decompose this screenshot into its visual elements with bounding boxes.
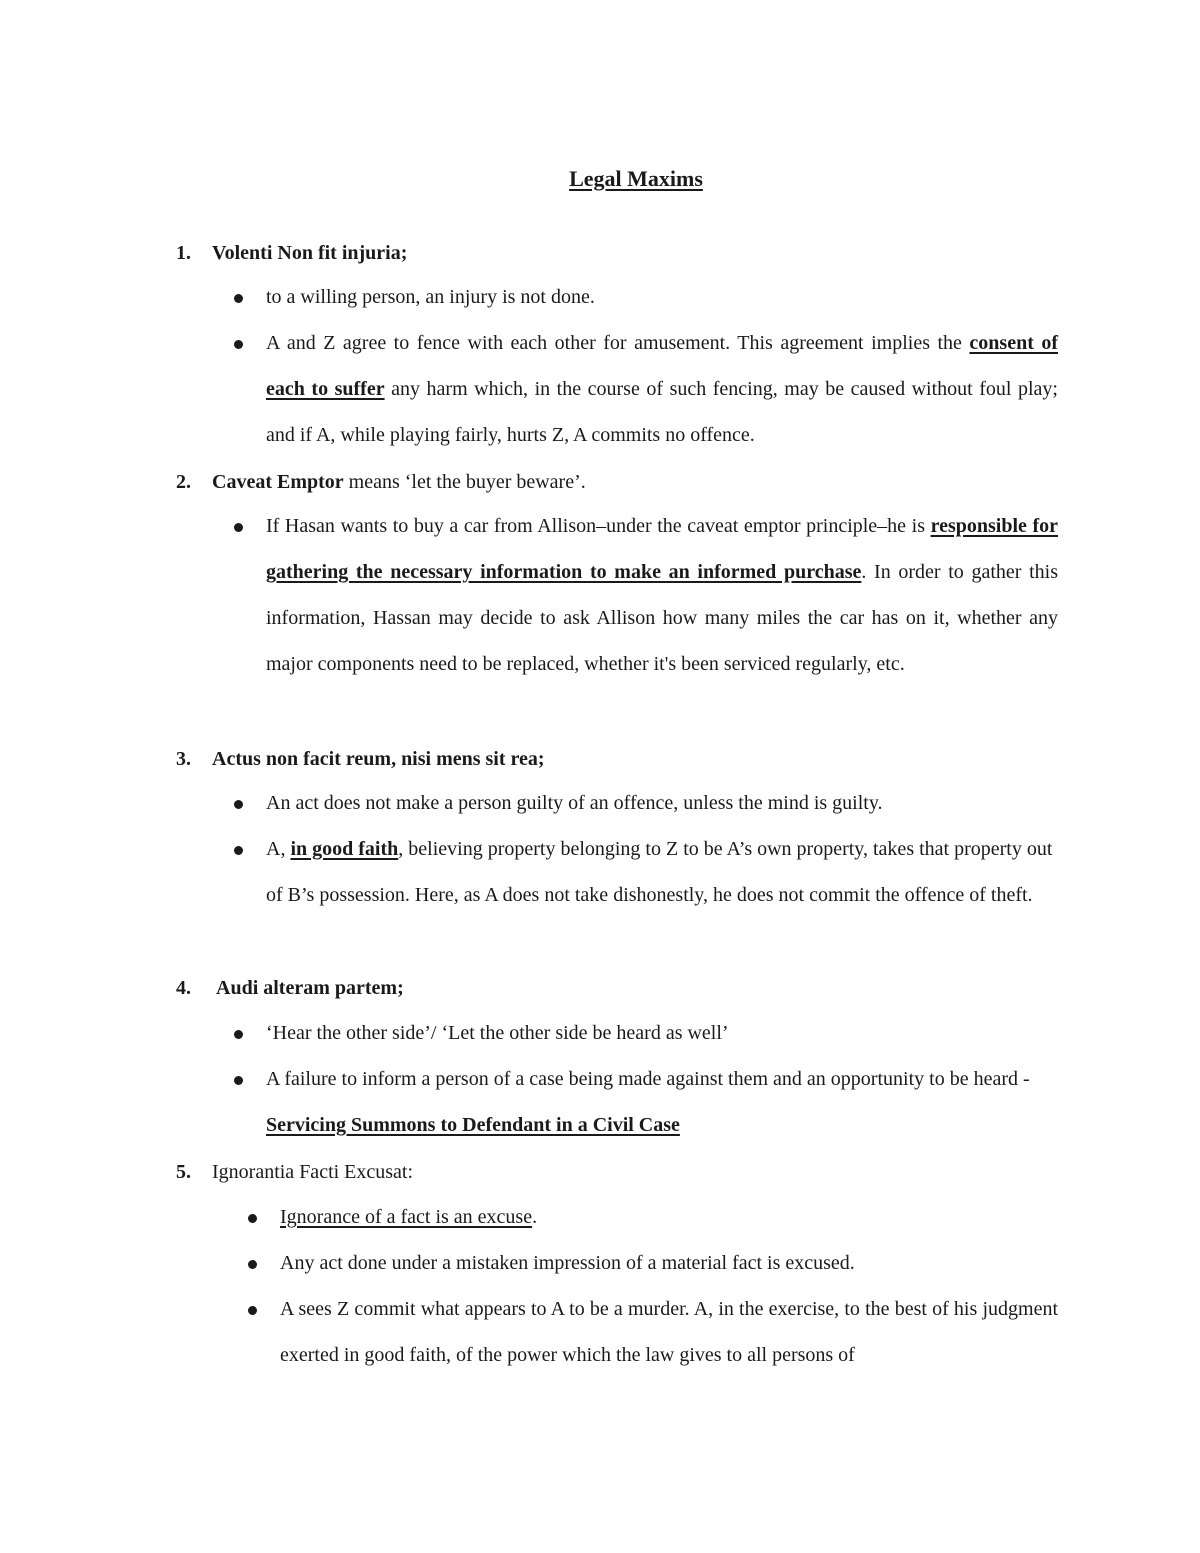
item-3-heading [212, 748, 545, 771]
item-5-number: 5. [176, 1161, 191, 1183]
item-4-bullet-2 [266, 1056, 1066, 1148]
item-4-bullet-1: ‘Hear the other side’/ ‘Let the other side be heard as well’ [266, 1022, 729, 1044]
item-4-heading-text: Audi alteram partem; [216, 977, 404, 999]
bullet-icon [248, 1306, 257, 1315]
item-4-bullet-2-emphasis: Servicing Summons to Defendant in a Civil Case [266, 1114, 680, 1136]
item-3-bullet-2-post: , believing property belonging to Z to be A’s own property, takes that property out of B’s possession. Here, as A does not take dishonestly, he does not commit the offence of theft. [266, 838, 1053, 906]
item-1-bullet-1: to a willing person, an injury is not done. [266, 286, 595, 308]
item-3-heading-text: Actus non facit reum, nisi mens sit rea; [212, 748, 545, 770]
item-4-heading [216, 977, 404, 1000]
bullet-icon [234, 294, 243, 303]
item-2-bullet-1-pre: If Hasan wants to buy a car from Allison–under the caveat emptor principle–he is [266, 515, 931, 537]
item-1-bullet-2 [266, 320, 1058, 458]
item-3-bullet-2-emphasis: in good faith [290, 838, 399, 860]
item-1-number: 1. [176, 242, 191, 264]
bullet-icon [234, 340, 243, 349]
item-3-number: 3. [176, 748, 191, 770]
item-5-bullet-2: Any act done under a mistaken impression of a material fact is excused. [280, 1252, 855, 1274]
document-title: Legal Maxims [569, 166, 703, 191]
item-2-bullet-1-emphasis: responsible for gathering the necessary information to make an informed purchase [266, 515, 1058, 583]
item-2-heading-rest: means ‘let the buyer beware’. [343, 471, 586, 493]
item-1-heading-text: Volenti Non fit injuria; [212, 242, 408, 264]
item-2-heading-bold: Caveat Emptor [212, 471, 344, 493]
item-5-bullet-1-emphasis: Ignorance of a fact is an excuse [280, 1206, 533, 1228]
item-1-bullet-2-emphasis: consent of each to suffer [266, 332, 1058, 400]
bullet-icon [234, 1076, 243, 1085]
item-4-number: 4. [176, 977, 191, 999]
item-3-bullet-2 [266, 826, 1058, 918]
item-3-bullet-2-pre: A, [266, 838, 291, 860]
item-5-bullet-1 [280, 1194, 1060, 1240]
item-1-bullet-2-post: any harm which, in the course of such fencing, may be caused without foul play; and if A, while playing fairly, hurts Z, A commits no offence. [266, 378, 1058, 446]
item-2-heading [212, 471, 586, 494]
bullet-icon [234, 1030, 243, 1039]
item-2-bullet-1-post: . In order to gather this information, Hassan may decide to ask Allison how many miles the car has on it, whether any major components need to be replaced, whether it's been serviced regularly, etc. [266, 561, 1058, 675]
item-5-bullet-1-post: . [532, 1206, 538, 1228]
bullet-icon [248, 1214, 257, 1223]
item-5-heading-text: Ignorantia Facti Excusat: [212, 1161, 414, 1183]
bullet-icon [248, 1260, 257, 1269]
item-1-heading [212, 242, 407, 265]
item-1-bullet-2-pre: A and Z agree to fence with each other for amusement. This agreement implies the [266, 332, 970, 354]
item-5-heading [212, 1161, 413, 1184]
item-4-bullet-2-pre: A failure to inform a person of a case being made against them and an opportunity to be heard - [266, 1068, 1030, 1090]
item-3-bullet-1: An act does not make a person guilty of an offence, unless the mind is guilty. [266, 792, 883, 814]
bullet-icon [234, 800, 243, 809]
bullet-icon [234, 523, 243, 532]
item-2-bullet-1 [266, 503, 1058, 687]
bullet-icon [234, 846, 243, 855]
item-2-number: 2. [176, 471, 191, 493]
item-5-bullet-3: A sees Z commit what appears to A to be a murder. A, in the exercise, to the best of his judgment exerted in good faith, of the power which the law gives to all persons of [280, 1298, 1058, 1366]
